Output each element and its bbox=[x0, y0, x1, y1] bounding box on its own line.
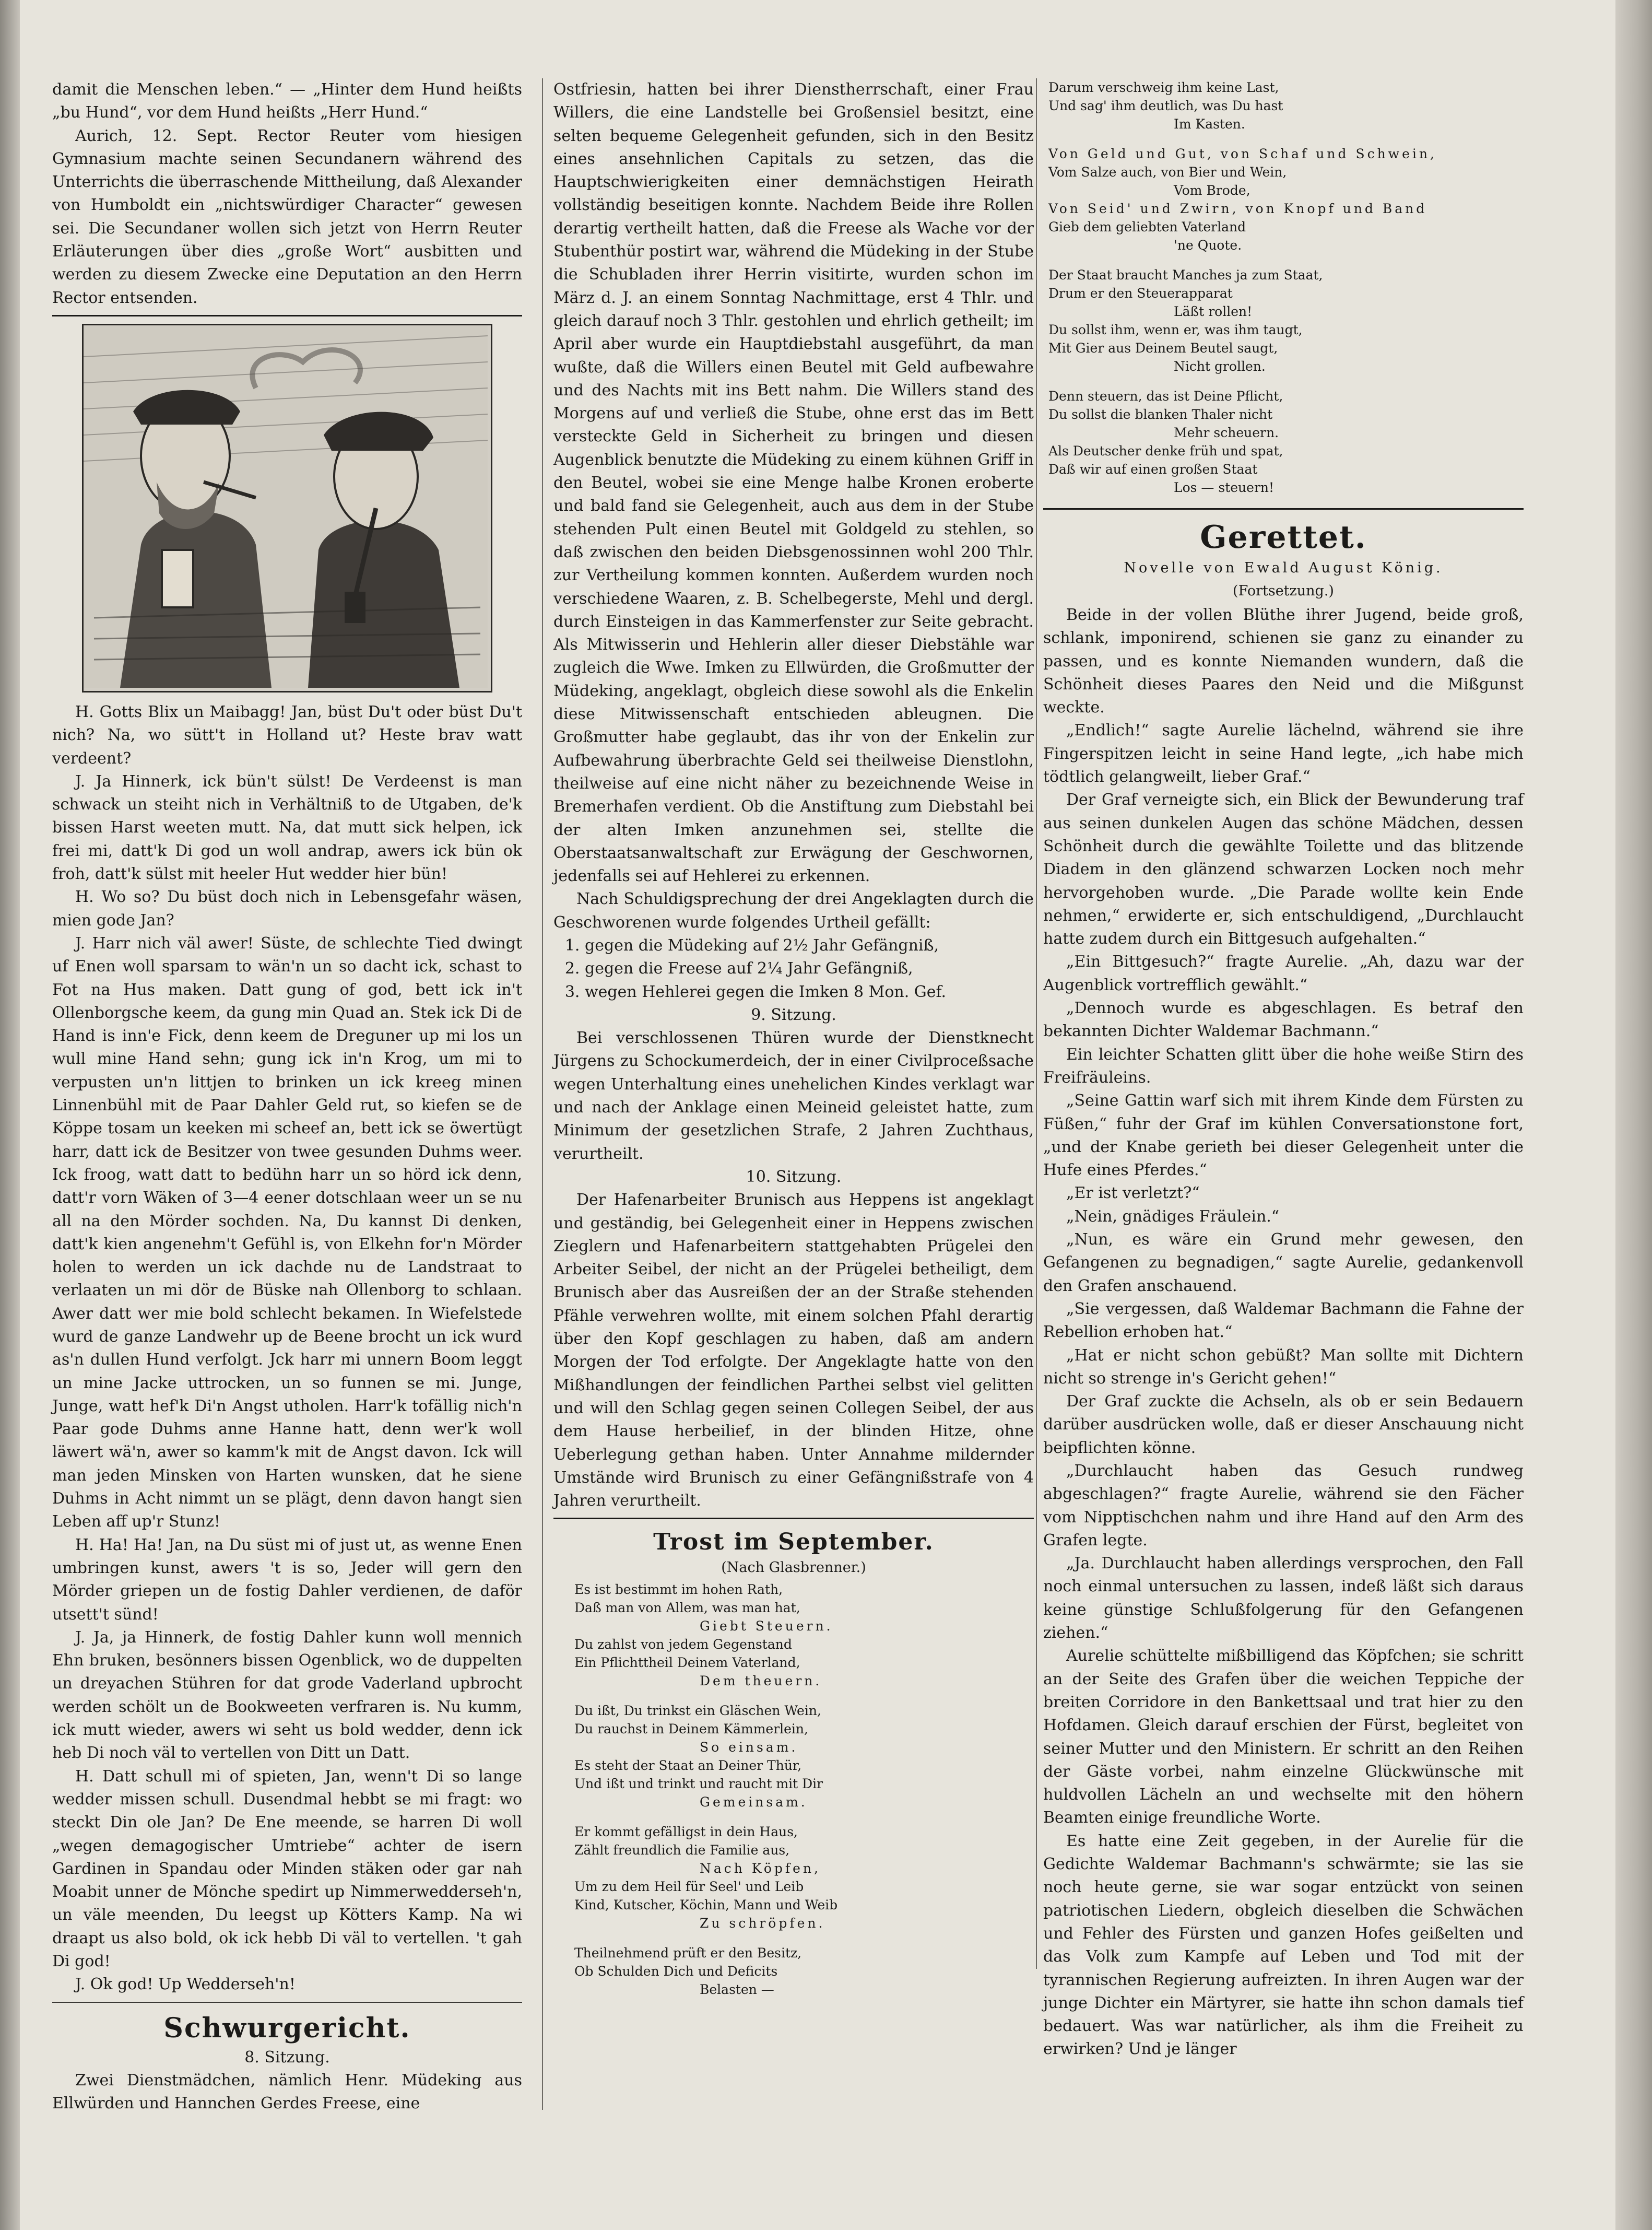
dialogue-paragraph: J. Ja Hinnerk, ick bün't sülst! De Verdeenst is man schwack un steiht nich in Verhältniß to de Utgaben, de'k bissen Harst weeten mutt. Na, dat mutt sick helpen, ick frei mi, datt'k Di god un woll andrap, awers ick bün ok froh, datt'k sülst mit heeler Hut wedder hier bün! bbox=[52, 772, 522, 884]
schwurgericht-heading: Schwurgericht. bbox=[163, 2012, 411, 2044]
poem-line: Mehr scheuern. bbox=[1174, 425, 1279, 440]
poem-line: So einsam. bbox=[700, 1740, 798, 1755]
poem-line: Daß man von Allem, was man hat, bbox=[574, 1600, 800, 1616]
poem-line: Ein Pflichttheil Deinem Vaterland, bbox=[574, 1655, 800, 1671]
page-edge-shadow bbox=[1615, 0, 1652, 2230]
novel-paragraph: Der Graf zuckte die Achseln, als ob er sein Bedauern darüber ausdrücken wolle, daß er dieser Anschauung nicht beipflichten könne. bbox=[1043, 1392, 1524, 1457]
poem-line: Theilnehmend prüft er den Besitz, bbox=[574, 1945, 802, 1961]
dialogue-paragraph: J. Ok god! Up Wedderseh'n! bbox=[75, 1975, 296, 1994]
illustration-two-men-smoking bbox=[82, 324, 492, 693]
newspaper-page bbox=[20, 0, 1615, 2230]
dialogue-paragraph: H. Datt schull mi of spieten, Jan, wenn't Di so lange wedder missen schull. Dusendmal hebbt se mi fragt: wo steckt Din ole Jan? De Ene meende, se harren Di woll „wegen demagogischer Umtriebe“ achter de isern Gardinen in Spandau oder Minden stäken oder gar nah Moabit unner de Mönche spedirt up Nimmerwedderseh'n, un väle meenden, Du leegst up Kötters Kamp. Na wi draapt us also bold, ok ick hebb Di väl to vertellen. 't gah Di god! bbox=[52, 1767, 522, 1970]
poem-line: Daß wir auf einen großen Staat bbox=[1048, 462, 1258, 477]
poem-line: Darum verschweig ihm keine Last, bbox=[1048, 80, 1279, 95]
poem-line: Du rauchst in Deinem Kämmerlein, bbox=[574, 1721, 808, 1737]
poem-line: Dem theuern. bbox=[700, 1673, 822, 1689]
novel-paragraph: Aurelie schüttelte mißbilligend das Köpfchen; sie schritt an der Seite des Grafen über die weichen Teppiche der breiten Corridore in den Bankettsaal und trat hier zu den Hofdamen. Gleich darauf erschien der Fürst, begleitet von seiner Mutter und den Ministern. Er schritt an den Reihen der Gäste vorbei, nahm einzelne Glückwünsche mit huldvollen Lächeln an und wechselte mit den höhern Beamten einige freundliche Worte. bbox=[1043, 1647, 1524, 1827]
aurich-news-paragraph: Aurich, 12. Sept. Rector Reuter vom hiesigen Gymnasium machte seinen Secundanern während des Unterrichts die überraschende Mittheilung, daß Alexander von Humboldt ein „nichtswürdiger Character“ gewesen sei. Die Secundaner wollen sich jetzt von Herrn Reuter Erläuterungen über dies „große Wort“ ausbitten und werden zu diesem Zwecke eine Deputation an den Herrn Rector entsenden. bbox=[52, 126, 522, 307]
poem-line: Nach Köpfen, bbox=[700, 1861, 821, 1876]
column-left bbox=[52, 78, 522, 2115]
novel-paragraph: „Ein Bittgesuch?“ fragte Aurelie. „Ah, dazu war der Augenblick vortrefflich gewählt.“ bbox=[1043, 953, 1524, 994]
novel-author-line: Novelle von Ewald August König. bbox=[1124, 560, 1443, 576]
novel-paragraph: Es hatte eine Zeit gegeben, in der Aurelie für die Gedichte Waldemar Bachmann's schwärmte; sie las sie noch heute gerne, sie war sogar entzückt von seinen patriotischen Liedern, obgleich dieselben die Schwächen und Fehler des Fürsten und ganzen Hofes geißelten und das Volk zum Kampfe auf Leben und Tod mit der tyrannischen Regierung aufreizten. In ihren Augen war der junge Dichter ein Märtyrer, sie hatte ihn schon damals tief bedauert. Was war natürlicher, als ihm die Freiheit zu erwirken? Und je länger bbox=[1043, 1832, 1524, 2059]
poem-line: Kind, Kutscher, Köchin, Mann und Weib bbox=[574, 1897, 838, 1913]
verdict-item: 2. gegen die Freese auf 2¼ Jahr Gefängniß, bbox=[585, 957, 1034, 980]
section-rule bbox=[1043, 508, 1524, 510]
column-right bbox=[1043, 78, 1524, 2061]
poem-line: Denn steuern, das ist Deine Pflicht, bbox=[1048, 389, 1283, 404]
poem-trost-part1 bbox=[553, 1580, 1034, 1999]
book-spine-shadow bbox=[0, 0, 20, 2230]
intro-paragraph: damit die Menschen leben.“ — „Hinter dem Hund heißts „bu Hund“, vor dem Hund heißts „Herr Hund.“ bbox=[52, 80, 522, 122]
verdict-item: 1. gegen die Müdeking auf 2½ Jahr Gefängniß, bbox=[585, 934, 1034, 957]
poem-line: Du ißt, Du trinkst ein Gläschen Wein, bbox=[574, 1703, 821, 1719]
novel-paragraph: „Ja. Durchlaucht haben allerdings versprochen, den Fall noch einmal untersuchen zu lassen, indeß läßt sich daraus keine günstige Schlußfolgerung für den Gefangenen ziehen.“ bbox=[1043, 1554, 1524, 1642]
continuation-note: (Fortsetzung.) bbox=[1233, 583, 1334, 599]
poem-line: Es ist bestimmt im hohen Rath, bbox=[574, 1582, 783, 1598]
trost-heading: Trost im September. bbox=[653, 1529, 934, 1556]
poem-line: Du zahlst von jedem Gegenstand bbox=[574, 1637, 792, 1652]
trost-subtitle: (Nach Glasbrenner.) bbox=[721, 1559, 866, 1576]
poem-line: 'ne Quote. bbox=[1174, 238, 1242, 253]
novel-paragraph: „Endlich!“ sagte Aurelie lächelnd, während sie ihre Fingerspitzen leicht in seine Hand legte, „ich habe mich tödtlich gelangweilt, lieber Graf.“ bbox=[1043, 721, 1524, 787]
novel-paragraph: Der Graf verneigte sich, ein Blick der Bewunderung traf aus seinen dunkelen Augen das schöne Mädchen, dessen Schönheit durch die gewählte Toilette und das blitzende Diadem in den glänzend schwarzen Locken noch mehr hervorgehoben wurde. „Die Parade wollte kein Ende nehmen,“ erwiderte er, sich entschuldigend, „Durchlaucht hatte zudem durch ein Bittgesuch aufgehalten.“ bbox=[1043, 791, 1524, 948]
poem-line: Zählt freundlich die Familie aus, bbox=[574, 1842, 790, 1858]
poem-line: Zu schröpfen. bbox=[700, 1916, 825, 1931]
sitzung-9-paragraph: Bei verschlossenen Thüren wurde der Dienstknecht Jürgens zu Schockumerdeich, der in einer Civilproceßsache wegen Unterhaltung eines unehelichen Kindes verklagt war und nach der Anklage einen Meineid geleistet hatte, zum Minimum der gesetzlichen Strafe, 2 Jahren Zuchthaus, verurtheilt. bbox=[553, 1029, 1034, 1163]
poem-line: Drum er den Steuerapparat bbox=[1048, 286, 1233, 301]
verdict-intro-paragraph: Nach Schuldigsprechung der drei Angeklagten durch die Geschworenen wurde folgendes Urtheil gefällt: bbox=[553, 890, 1034, 932]
dialogue-paragraph: J. Harr nich väl awer! Süste, de schlechte Tied dwingt uf Enen woll sparsam to wän'n un so dacht ick, schast to Fot na Hus maken. Datt gung of god, bett ick in't Ollenborgsche keem, da gung min Quad an. Stek ick Di de Hand is inn'e Fick, denn keem de Dreguner up mi los un wull mine Hand sehn; gung ick in'n Krog, um mi to verpusten un'n littjen to brinken un ick kreeg minen Linnenbühl mit de Paar Dahler Geld rut, so kiefen se de Köppe tosam un keeken mi scheef an, bett ick se öwertügt harr, datt ick de Besitzer von twee gesunden Duhms weer. Ick froog, watt datt to bedühn harr un so hörd ick denn, datt'r vorn Wäken of 3—4 eener dotschlaan weer un se nu all na den Mörder sochden. Na, Du kannst Di denken, datt'k kien angenehm't Gefühl is, von Elkehn for'n Mörder holen to werden un ick dachde nu de Landstraat to verlaaten un mi dör de Büske nah Ollenborg to schlaan. Awer datt wer mie bold schlecht bekamen. In Wiefelstede wurd de ganze Landwehr up de Beene brocht un ick wurd as'n dullen Hund verfolgt. Jck harr mi unnern Boom leggt un mine Jacke uttrocken, un so funnen se mi. Junge, Junge, watt hef'k Di'n Angst utholen. Harr'k tofällig nich'n Paar gode Duhms anne Hanne hatt, denn wer'k woll läwert wä'n, awer so kamm'k mit de Angst davon. Ick will man jeden Minsken von Harten wunsken, dat he siene Duhms in Acht nimmt un se plägt, denn davon hangt sien Leben aff up'r Stunz! bbox=[52, 934, 522, 1531]
poem-line: Läßt rollen! bbox=[1174, 304, 1253, 319]
novel-paragraph: „Nun, es wäre ein Grund mehr gewesen, den Gefangenen zu begnadigen,“ sagte Aurelie, gedankenvoll den Grafen anschauend. bbox=[1043, 1230, 1524, 1295]
novel-paragraph: „Sie vergessen, daß Waldemar Bachmann die Fahne der Rebellion erhoben hat.“ bbox=[1043, 1299, 1524, 1342]
poem-line: Ob Schulden Dich und Deficits bbox=[574, 1964, 778, 1979]
theft-case-paragraph: Ostfriesin, hatten bei ihrer Dienstherrschaft, einer Frau Willers, die eine Landstelle bei Großensiel besitzt, eine selten bequeme Gelegenheit gefunden, sich in den Besitz eines ansehnlichen Capitals zu setzen, das die Hauptschwierigkeiten einer demnächstigen Heirath vollständig beseitigen konnte. Nachdem Beide ihre Rollen derartig vertheilt hatten, daß die Freese als Wache vor der Stubenthür postirt war, während die Müdeking in der Stube die Schubladen ihrer Herrin visitirte, wurden schon im März d. J. an einem Sonntag Nachmittage, erst 4 Thlr. und gleich darauf noch 3 Thlr. gestohlen und ehrlich getheilt; im April aber wurde ein Hauptdiebstahl ausgeführt, da man wußte, daß die Willers einen Beutel mit Geld aufbewahre und des Nachts mit ins Bett nahm. Die Willers stand des Morgens auf und verließ die Stube, ohne erst das im Bett versteckte Geld in Sicherheit zu bringen und diesen Augenblick benutzte die Müdeking zu einem kühnen Griff in den Beutel, wobei sie eine Menge halbe Kronen eroberte und bald fand sie Gelegenheit, auch aus dem in der Stube stehenden Pult einen Beutel mit Goldgeld zu stehlen, so daß zwischen den beiden Diebsgenossinnen wohl 200 Thlr. zur Vertheilung kommen konnten. Außerdem wurden noch verschiedene Waaren, z. B. Schelbegerste, Mehl und dergl. durch Einsteigen in das Kammerfenster zur Seite gebracht. Als Mitwisserin und Hehlerin aller dieser Diebstähle war zugleich die Wwe. Imken zu Ellwürden, die Großmutter der Müdeking, angeklagt, obgleich diese sowohl als die Enkelin diese Mitwissenschaft entschieden ableugnen. Die Großmutter habe geglaubt, das ihr von der Enkelin zur Aufbewahrung überbrachte Geld sei theilweise Dienstlohn, theilweise auf eine nicht näher zu bezeichnende Weise in Bremerhafen verdient. Ob die Anstiftung zum Diebstahl bei der alten Imken anzunehmen sei, stellte die Oberstaatsanwaltschaft zur Erwägung der Geschwornen, jedenfalls sei auf Hehlerei zu erkennen. bbox=[553, 80, 1034, 886]
verdict-list bbox=[553, 934, 1034, 1004]
sitzung-10-paragraph: Der Hafenarbeiter Brunisch aus Heppens ist angeklagt und geständig, bei Gelegenheit einer in Heppens zwischen Zieglern und Hafenarbeitern stattgehabten Prügelei den Arbeiter Seibel, der nicht an der Prügelei betheiligt, dem Brunisch aber das Ausreißen der an der Straße stehenden Pfähle verwehren wollte, mit einem solchen Pfahl derartig über den Kopf geschlagen zu haben, daß am andern Morgen der Tod erfolgte. Der Angeklagte hatte von den Mißhandlungen der feindlichen Parthei selbst viel gelitten und will den Schlag gegen seinen Collegen Seibel, der aus dem Hause herbeilief, in der blinden Hitze, ohne Ueberlegung gethan haben. Unter Annahme mildernder Umstände wird Brunisch zu einer Gefängnißstrafe von 4 Jahren verurtheilt. bbox=[553, 1191, 1034, 1510]
poem-line: Um zu dem Heil für Seel' und Leib bbox=[574, 1879, 804, 1895]
poem-line: Los — steuern! bbox=[1174, 480, 1275, 495]
poem-line: Im Kasten. bbox=[1174, 116, 1245, 132]
novel-paragraph: Beide in der vollen Blüthe ihrer Jugend, beide groß, schlank, imponirend, schienen sie ganz zu einander zu passen, und es konnte Niemanden wundern, daß die Schönheit dieses Paares den Neid und die Mißgunst weckte. bbox=[1043, 606, 1524, 717]
column-divider bbox=[1036, 78, 1037, 1969]
novel-paragraph: „Durchlaucht haben das Gesuch rundweg abgeschlagen?“ fragte Aurelie, während sie den Fächer vom Nipptischchen nahm und ihre Hand auf den Arm des Grafen legte. bbox=[1043, 1461, 1524, 1550]
poem-line: Und sag' ihm deutlich, was Du hast bbox=[1048, 98, 1283, 113]
column-divider bbox=[542, 78, 543, 2110]
novel-paragraph: „Nein, gnädiges Fräulein.“ bbox=[1066, 1207, 1280, 1226]
poem-line: Mit Gier aus Deinem Beutel saugt, bbox=[1048, 341, 1278, 356]
poem-line: Von Geld und Gut, von Schaf und Schwein, bbox=[1048, 146, 1437, 161]
dialogue-paragraph: H. Wo so? Du büst doch nich in Lebensgefahr wäsen, mien gode Jan? bbox=[52, 888, 522, 930]
poem-line: Gemeinsam. bbox=[700, 1794, 808, 1810]
section-rule bbox=[553, 1518, 1034, 1519]
dialogue-paragraph: H. Ha! Ha! Jan, na Du süst mi of just ut, as wenne Enen umbringen kunst, awers 't is so, Jeder will gern den Mörder griepen un de fostig Dahler verdienen, de daför utsett't sünd! bbox=[52, 1535, 522, 1624]
poem-trost-part2 bbox=[1043, 78, 1524, 497]
verdict-item: 3. wegen Hehlerei gegen die Imken 8 Mon. Gef. bbox=[585, 981, 1034, 1004]
poem-line: Von Seid' und Zwirn, von Knopf und Band bbox=[1048, 201, 1427, 216]
novel-paragraph: „Hat er nicht schon gebüßt? Man sollte mit Dichtern nicht so strenge in's Gericht gehen!“ bbox=[1043, 1346, 1524, 1388]
sitzung-9-heading: 9. Sitzung. bbox=[751, 1005, 836, 1024]
dialogue-paragraph: J. Ja, ja Hinnerk, de fostig Dahler kunn woll mennich Ehn bruken, besönners bissen Ogenblick, wo de duppelten un dreyachen Stühren for dat grode Vaderland upbrocht werden schölt un de Bookweeten verfraren is. Nu kumm, ick mutt wieder, awers wi seht us bold wedder, denn ick heb Di noch väl to vertellen von Ditt un Datt. bbox=[52, 1628, 522, 1763]
novel-paragraph: „Seine Gattin warf sich mit ihrem Kinde dem Fürsten zu Füßen,“ fuhr der Graf im kühlen Conversationstone fort, „und der Knabe gerieth bei dieser Gelegenheit unter die Hufe eines Pferdes.“ bbox=[1043, 1091, 1524, 1180]
poem-line: Vom Brode, bbox=[1174, 183, 1250, 198]
poem-line: Als Deutscher denke früh und spat, bbox=[1048, 443, 1283, 459]
poem-line: Er kommt gefälligst in dein Haus, bbox=[574, 1824, 798, 1840]
poem-line: Und ißt und trinkt und raucht mit Dir bbox=[574, 1776, 823, 1792]
poem-line: Belasten — bbox=[700, 1982, 774, 1998]
poem-line: Es steht der Staat an Deiner Thür, bbox=[574, 1758, 802, 1774]
poem-line: Vom Salze auch, von Bier und Wein, bbox=[1048, 165, 1287, 180]
section-rule bbox=[52, 2002, 522, 2003]
poem-line: Gieb dem geliebten Vaterland bbox=[1048, 219, 1246, 234]
column-middle bbox=[553, 78, 1034, 2010]
section-rule bbox=[52, 315, 522, 316]
poem-line: Du sollst ihm, wenn er, was ihm taugt, bbox=[1048, 322, 1303, 337]
novel-paragraph: Ein leichter Schatten glitt über die hohe weiße Stirn des Freifräuleins. bbox=[1043, 1045, 1524, 1087]
sitzung-8-heading: 8. Sitzung. bbox=[244, 2048, 330, 2067]
gerettet-heading: Gerettet. bbox=[1200, 519, 1367, 556]
novel-paragraph: „Er ist verletzt?“ bbox=[1066, 1184, 1200, 1203]
poem-line: Du sollst die blanken Thaler nicht bbox=[1048, 407, 1273, 422]
woodcut-illustration bbox=[84, 325, 488, 688]
poem-line: Giebt Steuern. bbox=[700, 1618, 833, 1634]
sitzung-10-heading: 10. Sitzung. bbox=[746, 1167, 842, 1186]
poem-line: Der Staat braucht Manches ja zum Staat, bbox=[1048, 267, 1323, 283]
poem-line: Nicht grollen. bbox=[1174, 359, 1266, 374]
dialogue-paragraph: H. Gotts Blix un Maibagg! Jan, büst Du't oder büst Du't nich? Na, wo sütt't in Holland ut? Heste brav watt verdeent? bbox=[52, 702, 522, 768]
novel-paragraph: „Dennoch wurde es abgeschlagen. Es betraf den bekannten Dichter Waldemar Bachmann.“ bbox=[1043, 999, 1524, 1041]
sitzung-8-paragraph: Zwei Dienstmädchen, nämlich Henr. Müdeking aus Ellwürden und Hannchen Gerdes Freese, eine bbox=[52, 2071, 522, 2113]
